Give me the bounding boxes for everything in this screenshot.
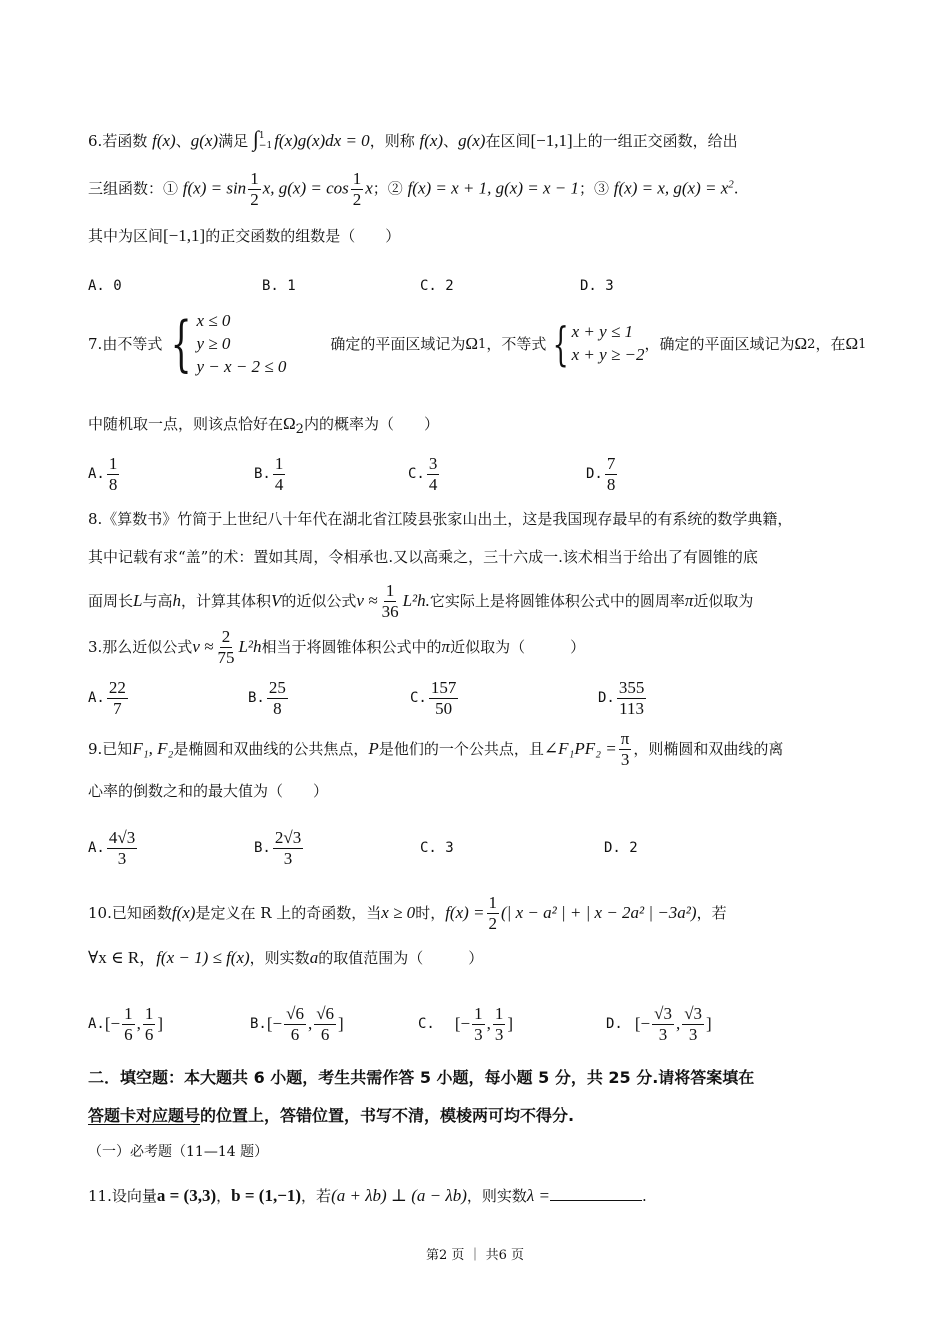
- q7-system1: { x ≤ 0 y ≥ 0 y − x − 2 ≤ 0: [170, 309, 287, 380]
- q9-option-c: C. 3: [420, 840, 454, 856]
- q8-option-c: C. $\frac{157}{50}$: [410, 677, 457, 718]
- q7-line1: 7. 由不等式 { x ≤ 0 y ≥ 0 y − x − 2 ≤ 0 确定的平面区域记为 Ω 1 ，不等式 { x + y ≤ 1 x + y ≥ −2 ，确定的平面区域记为 Ω 2 ，在 Ω 1: [88, 309, 867, 380]
- q7-options: [88, 452, 868, 502]
- q6-option-a: A. 0: [88, 278, 122, 294]
- fraction-half: $\frac{1}{2}$: [250, 169, 259, 209]
- q8-options: [88, 676, 868, 726]
- q8-line1: 8.《算数书》竹简于上世纪八十年代在湖北省江陵县张家山出土，这是我国现存最早的有系统的数学典籍，: [88, 510, 793, 528]
- q9-option-a: A. $\frac{4√3}{3}$: [88, 827, 136, 868]
- q10-option-d: D. [− $\frac{√3}{3}$ , $\frac{√3}{3}$ ]: [606, 1003, 712, 1044]
- q9-line1: 9.已知 F₁, F₂ 是椭圆和双曲线的公共焦点， P 是他们的一个公共点，且 ∠F₁PF₂ = $\frac{\pi}{3}$ ，则椭圆和双曲线的离: [88, 729, 784, 769]
- page-footer: 第2 页 ｜ 共6 页: [425, 1248, 525, 1263]
- q6-option-d: D. 3: [580, 278, 614, 294]
- answer-blank: [550, 1186, 642, 1201]
- section2-heading-line2: 答题卡对应题号的位置上，答错位置，书写不清，模棱两可均不得分.: [88, 1106, 575, 1125]
- q9-option-b: B. $\frac{2√3}{3}$: [254, 827, 302, 868]
- q8-line2: 其中记载有求“盖”的术：置如其周，令相承也.又以高乘之，三十六成一.该术相当于给出了有圆锥的底: [88, 548, 758, 566]
- section2-heading: 二．填空题：本大题共 6 小题，考生共需作答 5 小题，每小题 5 分，共 25 分.请将答案填在: [88, 1068, 755, 1087]
- q10-option-b: B. [− $\frac{√6}{6}$ , $\frac{√6}{6}$ ]: [250, 1003, 344, 1044]
- q7-line2: 中随机取一点，则该点恰好在$\Omega_2$内的概率为（ ）: [88, 414, 439, 437]
- q9-option-d: D. 2: [604, 840, 638, 856]
- fraction-half: $\frac{1}{2}$: [352, 169, 362, 209]
- q10-options: [88, 1002, 868, 1052]
- q9-options: [88, 826, 868, 876]
- q8-option-b: B. $\frac{25}{8}$: [248, 677, 286, 718]
- q7-option-a: A. $\frac{1}{8}$: [88, 453, 118, 494]
- q10-line1: 10.已知函数 f(x) 是定义在 R 上的奇函数，当 x ≥ 0 时， f(x) = $\frac{1}{2}$ (| x − a² | + | x − 2a² | −3a²) ，若: [88, 893, 727, 933]
- q8-line4: 3.那么近似公式 v ≈ $\frac{2}{75}$ L²h 相当于将圆锥体积公式中的 π 近似取为（ ）: [88, 627, 586, 667]
- q10-line2: ∀x ∈ R，f(x − 1) ≤ f(x)，则实数a的取值范围为（ ）: [88, 948, 484, 967]
- q6-options: [88, 264, 868, 314]
- q11-line: 11.设向量a = (3,3)，b = (1,−1)，若(a + λb) ⊥ (a − λb)，则实数λ = .: [88, 1186, 647, 1205]
- q7-option-d: D. $\frac{7}{8}$: [586, 453, 616, 494]
- q8-line3: 面周长 L 与高 h ，计算其体积 V 的近似公式 v ≈ $\frac{1}{36}$ L²h. 它实际上是将圆锥体积公式中的圆周率 π 近似取为: [88, 581, 754, 621]
- q8-option-d: D. $\frac{355}{113}$: [598, 677, 645, 718]
- q6-option-b: B. 1: [262, 278, 296, 294]
- q10-option-a: A. [− $\frac{1}{6}$ , $\frac{1}{6}$ ]: [88, 1003, 164, 1044]
- q7-system2: { x + y ≤ 1 x + y ≥ −2: [552, 317, 645, 372]
- q6-line1: 6.若函数 f(x)、g(x)满足 ∫ 1 −1 f(x)g(x)dx = 0，则称 f(x)、g(x)在区间[−1,1]上的一组正交函数，给出: [88, 126, 738, 151]
- q6-line2: 三组函数：① f(x) = sin $\frac{1}{2}$ x, g(x) = cos $\frac{1}{2}$ x；② f(x) = x + 1, g(x) = x − 1；③ f(x) = x, $g(x) = x^2$.: [88, 169, 739, 209]
- q6-option-c: C. 2: [420, 278, 454, 294]
- section2-subheading: （一）必考题（11—14 题）: [88, 1144, 269, 1160]
- q9-line2: 心率的倒数之和的最大值为（ ）: [88, 782, 329, 800]
- q7-option-c: C. $\frac{3}{4}$: [408, 453, 438, 494]
- q6-line3: 其中为区间[−1,1]的正交函数的组数是（ ）: [88, 226, 401, 245]
- q7-option-b: B. $\frac{1}{4}$: [254, 453, 284, 494]
- q10-option-c: C. [− $\frac{1}{3}$ , $\frac{1}{3}$ ]: [418, 1003, 514, 1044]
- q8-option-a: A. $\frac{22}{7}$: [88, 677, 126, 718]
